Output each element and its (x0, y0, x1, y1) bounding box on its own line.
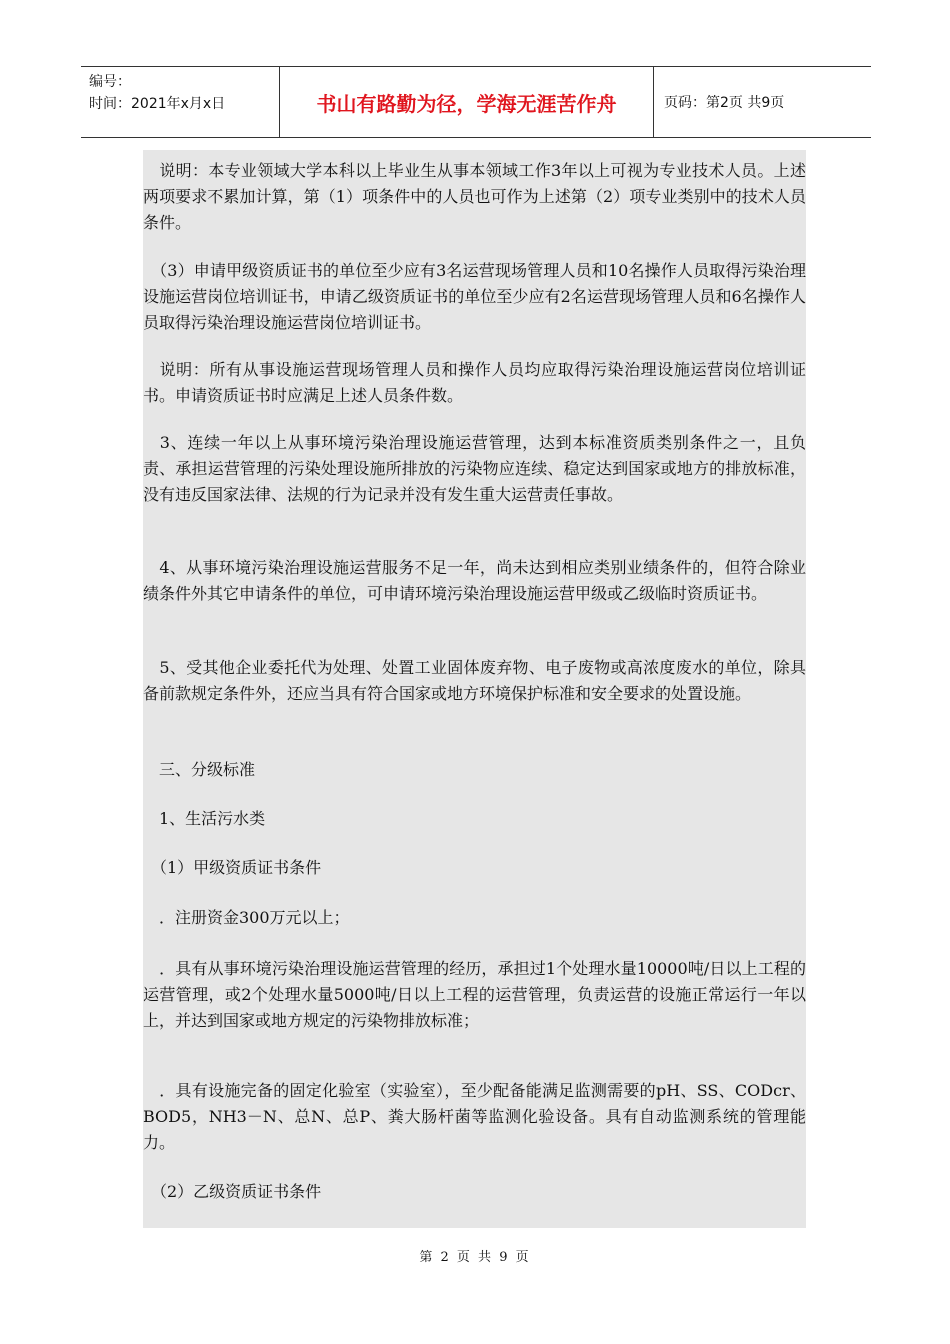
heading-grading-standard: 三、分级标准 (143, 760, 256, 779)
document-date: 时间：2021年x月x日 (89, 96, 226, 112)
heading-class-a: （1）甲级资质证书条件 (143, 858, 322, 877)
header-motto: 书山有路勤为径，学海无涯苦作舟 (280, 67, 654, 137)
paragraph-note-1: 说明：本专业领域大学本科以上毕业生从事本领域工作3年以上可视为专业技术人员。上述两项要求不累加计算，第（1）项条件中的人员也可作为上述第（2）项专业类别中的技术人员条件。 (143, 161, 806, 232)
heading-domestic-sewage: 1、生活污水类 (143, 809, 266, 828)
item-registered-capital: ．注册资金300万元以上； (143, 908, 350, 927)
item-laboratory: ．具有设施完备的固定化验室（实验室），至少配备能满足监测需要的pH、SS、CODcr、BOD5，NH3－N、总N、总P、粪大肠杆菌等监测化验设备。具有自动监测系统的管理能力。 (143, 1081, 806, 1152)
page-footer: 第 2 页 共 9 页 (419, 1250, 531, 1265)
paragraph-item-3: （3）申请甲级资质证书的单位至少应有3名运营现场管理人员和10名操作人员取得污染治理设施运营岗位培训证书，申请乙级资质证书的单位至少应有2名运营现场管理人员和6名操作人员取得污染治理设施运营岗位培训证书。 (143, 261, 806, 332)
paragraph-section-5: 5、受其他企业委托代为处理、处置工业固体废弃物、电子废物或高浓度废水的单位，除具备前款规定条件外，还应当具有符合国家或地方环境保护标准和安全要求的处置设施。 (143, 658, 806, 703)
page-header (81, 66, 871, 138)
paragraph-section-4: 4、从事环境污染治理设施运营服务不足一年，尚未达到相应类别业绩条件的，但符合除业绩条件外其它申请条件的单位，可申请环境污染治理设施运营甲级或乙级临时资质证书。 (143, 558, 806, 603)
document-body (143, 150, 806, 1228)
header-page-info: 页码：第2页 共9页 (664, 95, 785, 111)
heading-class-b: （2）乙级资质证书条件 (143, 1182, 322, 1201)
header-meta (81, 67, 280, 137)
paragraph-section-3: 3、连续一年以上从事环境污染治理设施运营管理，达到本标准资质类别条件之一，且负责、承担运营管理的污染处理设施所排放的污染物应连续、稳定达到国家或地方的排放标准，没有违反国家法律、法规的行为记录并没有发生重大运营责任事故。 (143, 433, 806, 504)
document-number: 编号： (89, 74, 131, 90)
item-operating-experience: ．具有从事环境污染治理设施运营管理的经历，承担过1个处理水量10000吨/日以上工程的运营管理，或2个处理水量5000吨/日以上工程的运营管理，负责运营的设施正常运行一年以上，并达到国家或地方规定的污染物排放标准； (143, 959, 806, 1030)
paragraph-note-2: 说明：所有从事设施运营现场管理人员和操作人员均应取得污染治理设施运营岗位培训证书。申请资质证书时应满足上述人员条件数。 (143, 360, 806, 405)
